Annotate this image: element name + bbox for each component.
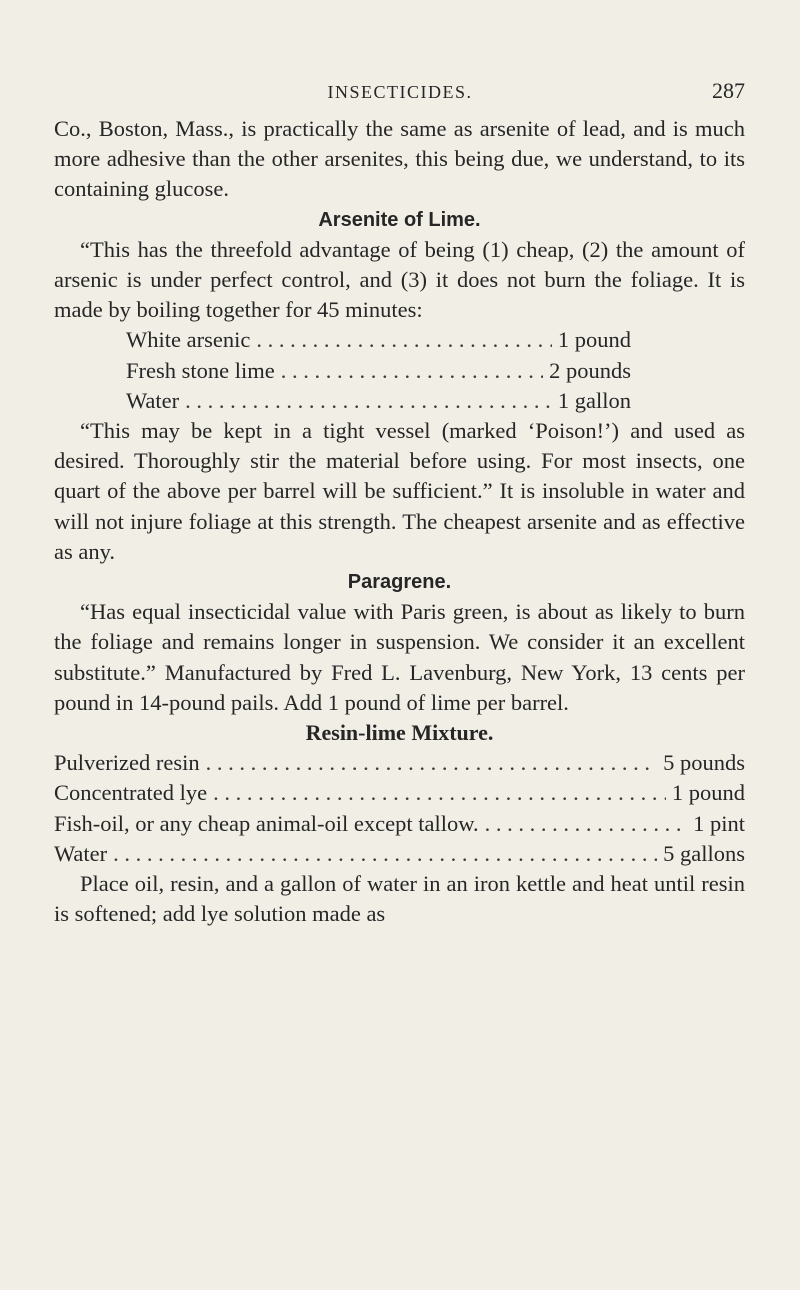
page-header (0, 78, 800, 108)
dot-leader (281, 356, 543, 386)
recipe-row (54, 325, 631, 355)
recipe-quantity: 5 pounds (663, 750, 745, 776)
paragraph-lime-1: “This has the threefold advantage of being (1) cheap, (2) the amount of arsenic is under perfect control, and (3) it does not burn the foliage. It is made by boiling together for 45 minutes: (54, 236, 745, 323)
recipe-arsenite-of-lime (54, 325, 745, 416)
recipe-resin-lime (54, 748, 745, 869)
recipe-quantity: 2 pounds (549, 357, 631, 383)
recipe-row (54, 839, 745, 869)
page-number: 287 (712, 78, 745, 103)
recipe-ingredient: Concentrated lye (54, 780, 208, 806)
recipe-ingredient: Water (54, 840, 108, 866)
recipe-row (54, 748, 745, 778)
recipe-quantity: 5 gallons (663, 840, 745, 866)
recipe-ingredient: Water (126, 387, 180, 413)
running-head: INSECTICIDES. (327, 82, 473, 102)
heading-resin-lime-mixture: Resin-lime Mixture. (305, 720, 494, 746)
dot-leader (213, 778, 666, 808)
recipe-quantity: 1 pound (557, 327, 631, 353)
dot-leader (206, 748, 658, 778)
dot-leader (185, 386, 552, 416)
paragraph-lime-2: “This may be kept in a tight vessel (marked ‘Poison!’) and used as desired. Thoroughly stir the material before using. For most insects, one quart of the above per barrel will be sufficient.” It is insoluble in water and will not injure foliage at this strength. The cheapest arsenite and as effective as any. (54, 418, 745, 564)
recipe-ingredient: White arsenic (126, 327, 251, 353)
recipe-row (54, 356, 631, 386)
recipe-quantity: 1 pound (671, 780, 745, 806)
paragraph-intro: Co., Boston, Mass., is practically the same as arsenite of lead, and is much more adhesive than the other arsenites, this being due, we understand, to its containing glucose. (54, 116, 745, 202)
recipe-row (54, 809, 745, 839)
dot-leader (113, 839, 657, 869)
dot-leader (256, 325, 552, 355)
page-body (54, 114, 745, 929)
recipe-row (54, 386, 631, 416)
heading-paragrene: Paragrene. (347, 571, 452, 594)
recipe-ingredient: Fish-oil, or any cheap animal-oil except tallow. (54, 810, 479, 836)
dot-leader (485, 809, 687, 839)
heading-arsenite-of-lime: Arsenite of Lime. (318, 208, 481, 231)
paragraph-paragrene: “Has equal insecticidal value with Paris green, is about as likely to burn the foliage and remains longer in suspension. We consider it an excellent substitute.” Manufactured by Fred L. Lavenburg, New York, 13 cents per pound in 14-pound pails. Add 1 pound of lime per barrel. (54, 599, 745, 715)
paragraph-resin: Place oil, resin, and a gallon of water in an iron kettle and heat until resin is softened; add lye solution made as (54, 871, 745, 927)
recipe-row (54, 778, 745, 808)
recipe-ingredient: Pulverized resin (54, 750, 200, 776)
recipe-quantity: 1 pint (693, 810, 745, 836)
recipe-ingredient: Fresh stone lime (126, 357, 275, 383)
recipe-quantity: 1 gallon (557, 387, 631, 413)
